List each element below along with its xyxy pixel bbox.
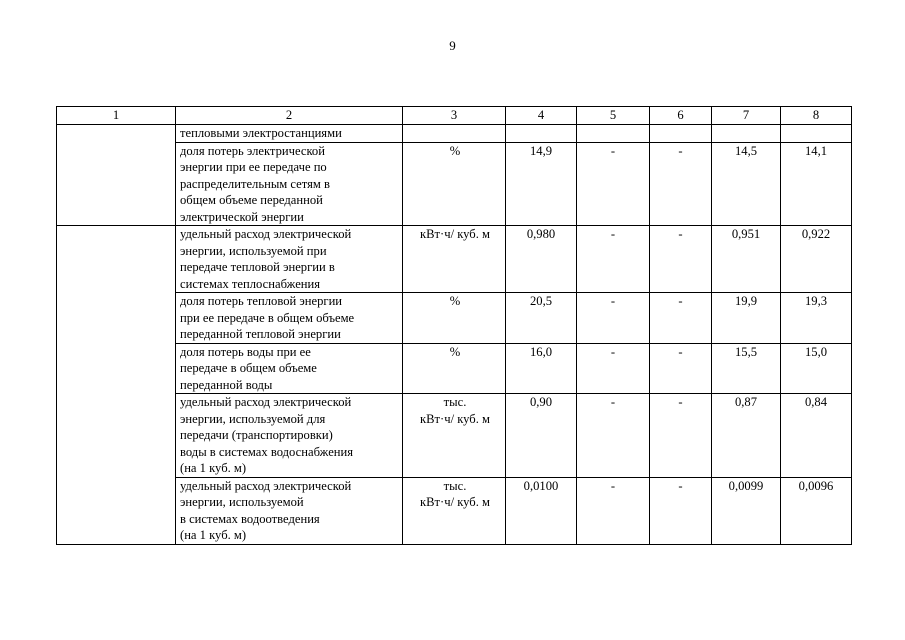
value-cell: - xyxy=(577,477,650,544)
unit-cell xyxy=(403,226,506,293)
column-number: 3 xyxy=(403,107,506,125)
column-number: 4 xyxy=(506,107,577,125)
value-cell: 0,951 xyxy=(712,226,781,293)
table-row xyxy=(57,343,852,394)
indicator-cell xyxy=(176,343,403,394)
table-body xyxy=(57,107,852,545)
unit-line: тыс. xyxy=(443,478,467,493)
unit-line: % xyxy=(449,143,461,158)
indicator-line: переданной воды xyxy=(180,377,273,392)
value-cell: - xyxy=(577,343,650,394)
page-number: 9 xyxy=(449,38,456,53)
value-cell: 14,5 xyxy=(712,142,781,226)
indicator-line: переданной тепловой энергии xyxy=(180,327,341,341)
value-cell: - xyxy=(650,394,712,478)
unit-line: % xyxy=(449,344,461,359)
table-row xyxy=(57,477,852,544)
value-cell: - xyxy=(577,226,650,293)
value-cell: 0,90 xyxy=(506,394,577,478)
value-cell: 16,0 xyxy=(506,343,577,394)
value-cell: - xyxy=(577,394,650,478)
indicator-line: энергии при ее передаче по xyxy=(180,160,327,174)
unit-line: % xyxy=(449,294,461,308)
indicator-line: общем объеме переданной xyxy=(180,193,323,207)
column-number: 2 xyxy=(176,107,403,125)
indicator-line: в системах водоотведения xyxy=(180,511,320,526)
indicator-line: электрической энергии xyxy=(180,209,304,224)
unit-line: тыс. xyxy=(443,395,467,409)
indicator-line: передачи (транспортировки) xyxy=(180,428,333,442)
indicator-line: при ее передаче в общем объеме xyxy=(180,310,355,325)
value-cell: 14,9 xyxy=(506,142,577,226)
table-row xyxy=(57,293,852,344)
indicator-line: удельный расход электрической xyxy=(180,227,352,241)
column-numbers-row xyxy=(57,107,852,125)
value-cell: 0,922 xyxy=(781,226,852,293)
unit-line: кВт·ч/ куб. м xyxy=(420,411,490,426)
indicator-line: удельный расход электрической xyxy=(180,478,352,493)
indicator-line: воды в системах водоснабжения xyxy=(180,444,354,459)
column-number: 6 xyxy=(650,107,712,125)
group-cell xyxy=(57,226,176,545)
value-cell: 0,980 xyxy=(506,226,577,293)
value-cell: - xyxy=(577,142,650,226)
column-number: 5 xyxy=(577,107,650,125)
indicator-line: доля потерь электрической xyxy=(180,143,325,158)
column-number: 8 xyxy=(781,107,852,125)
indicator-cell xyxy=(176,226,403,293)
value-cell: 19,9 xyxy=(712,293,781,344)
value-cell: 14,1 xyxy=(781,142,852,226)
group-cell xyxy=(57,125,176,226)
indicator-line: системах теплоснабжения xyxy=(180,276,321,291)
indicator-line: распределительным сетям в xyxy=(180,176,330,191)
value-cell: 15,0 xyxy=(781,343,852,394)
value-cell: 0,84 xyxy=(781,394,852,478)
value-cell: - xyxy=(650,293,712,344)
indicator-cell: тепловыми электростанциями xyxy=(176,125,403,143)
indicators-table xyxy=(56,106,852,545)
unit-cell xyxy=(403,477,506,544)
value-cell: 0,0099 xyxy=(712,477,781,544)
continuation-row xyxy=(57,125,852,143)
table-row xyxy=(57,394,852,478)
value-cell: - xyxy=(650,142,712,226)
unit-cell xyxy=(403,343,506,394)
value-cell: - xyxy=(650,343,712,394)
indicator-line: передаче в общем объеме xyxy=(180,361,317,375)
indicator-line: доля потерь тепловой энергии xyxy=(180,294,343,308)
column-number: 1 xyxy=(57,107,176,125)
indicator-line: удельный расход электрической xyxy=(180,395,352,409)
value-cell: 0,0096 xyxy=(781,477,852,544)
unit-cell xyxy=(403,293,506,344)
indicator-line: (на 1 куб. м) xyxy=(180,528,247,542)
value-cell: 19,3 xyxy=(781,293,852,344)
value-cell: - xyxy=(650,477,712,544)
indicator-line: (на 1 куб. м) xyxy=(180,461,247,475)
value-cell: 0,87 xyxy=(712,394,781,478)
indicator-line: энергии, используемой xyxy=(180,495,304,509)
value-cell: 15,5 xyxy=(712,343,781,394)
value-cell: - xyxy=(577,293,650,344)
value-cell: 0,0100 xyxy=(506,477,577,544)
unit-line: кВт·ч/ куб. м xyxy=(420,227,490,241)
indicator-line: передаче тепловой энергии в xyxy=(180,260,335,274)
value-cell: - xyxy=(650,226,712,293)
table-row xyxy=(57,142,852,226)
table-row xyxy=(57,226,852,293)
column-number: 7 xyxy=(712,107,781,125)
indicator-cell xyxy=(176,477,403,544)
indicator-line: энергии, используемой при xyxy=(180,243,327,258)
indicator-line: энергии, используемой для xyxy=(180,411,326,426)
indicator-cell xyxy=(176,394,403,478)
unit-line: кВт·ч/ куб. м xyxy=(420,495,490,509)
unit-cell xyxy=(403,142,506,226)
unit-cell xyxy=(403,394,506,478)
value-cell: 20,5 xyxy=(506,293,577,344)
indicator-cell xyxy=(176,293,403,344)
indicator-line: доля потерь воды при ее xyxy=(180,344,311,359)
indicator-cell xyxy=(176,142,403,226)
